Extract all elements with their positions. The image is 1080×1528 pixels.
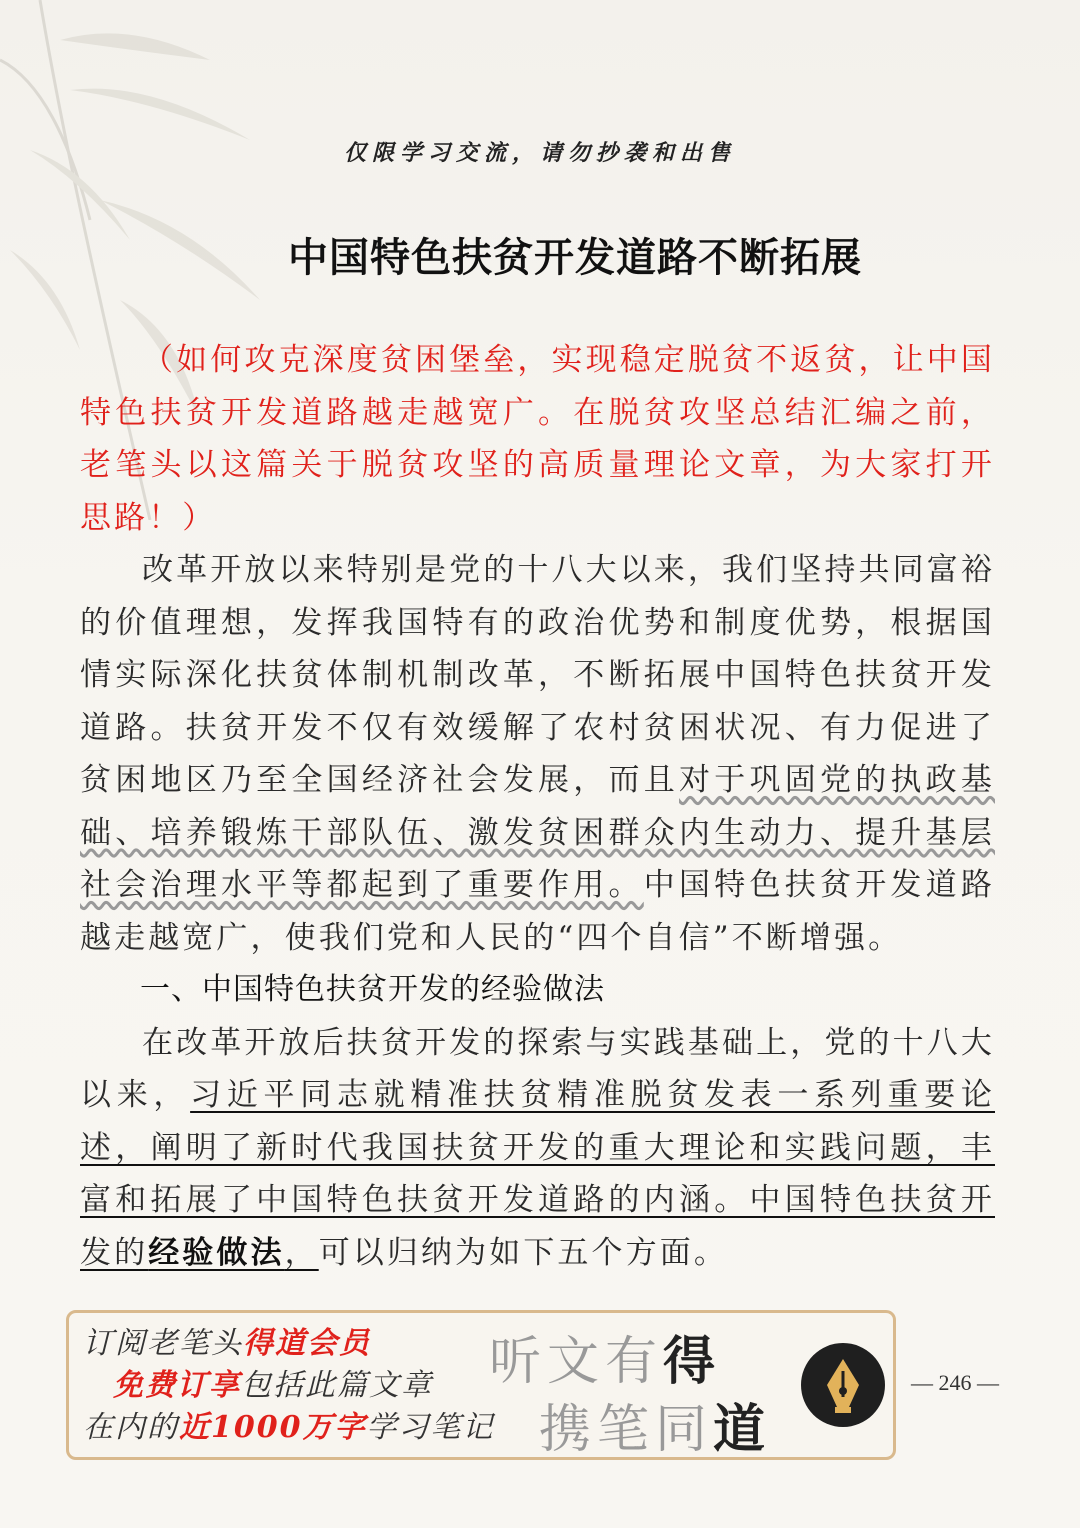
section-heading: 一、中国特色扶贫开发的经验做法	[140, 972, 605, 1007]
banner-line-3a: 在内的	[83, 1410, 179, 1445]
slogan-2b: 道	[713, 1399, 772, 1460]
intro-paragraph: （如何攻克深度贫困堡垒，实现稳定脱贫不返贫，让中国特色扶贫开发道路越走越宽广。在脱贫攻坚总结汇编之前，老笔头以这篇关于脱贫攻坚的高质量理论文章，为大家打开思路！）	[80, 342, 995, 536]
pen-nib-icon	[799, 1341, 887, 1429]
article-title: 中国特色扶贫开发道路不断拓展	[288, 235, 862, 281]
banner-line-2	[83, 1365, 523, 1407]
banner-line-1b: 得道会员	[243, 1326, 371, 1361]
banner-line-3	[83, 1407, 523, 1449]
p2-underlined-text: 习近平同志就精准扶贫精准脱贫发表一系列重要论述，阐明了新时代我国扶贫开发的重大理论和实践问题，丰富和拓展了中国特色扶贫开发道路的内涵。中国特色扶贫开发的	[80, 1077, 995, 1271]
banner-line-1a: 订阅老笔头	[83, 1326, 243, 1361]
banner-line-1	[83, 1323, 523, 1365]
banner-line-3c: 学习笔记	[366, 1410, 495, 1445]
slogan-2a: 携笔同	[539, 1400, 714, 1460]
banner-slogan-2	[539, 1387, 771, 1462]
p1-wavy-underline: 对于巩固党的执政基础、培养锻炼干部队伍、激发贫困群众内生动力、提升基层社会治理水平等都起到了重要作用。	[80, 762, 995, 903]
p1-text-c: 中国特色扶贫开发道路越走越宽广，使我们党和人民的“四个自信”不断增强。	[80, 867, 996, 956]
p2-comma: ，	[284, 1234, 319, 1271]
paragraph-1	[80, 544, 995, 964]
banner-line-2b: 包括此篇文章	[241, 1368, 433, 1403]
slogan-1a: 听文有	[489, 1332, 664, 1392]
banner-slogan-1	[489, 1319, 721, 1394]
page-number: — 246 —	[911, 1370, 999, 1395]
banner-line-3b: 近1000万字	[179, 1410, 367, 1445]
article-body	[80, 334, 995, 1279]
p2-bold-text: 经验做法	[148, 1234, 285, 1271]
paragraph-2	[80, 1017, 995, 1280]
p1-text-a: 改革开放以来特别是党的十八大以来，我们坚持共同富裕的价值理想，发挥我国特有的政治优势和制度优势，根据国情实际深化扶贫体制机制改革，不断拓展中国特色扶贫开发道路。扶贫开发不仅有效缓解了农村贫困状况、有力促进了贫困地区乃至全国经济社会发展，而且	[80, 552, 995, 798]
p2-text-e: 可以归纳为如下五个方面。	[318, 1234, 728, 1271]
slogan-1b: 得	[663, 1331, 722, 1392]
banner-text	[83, 1323, 523, 1449]
subscription-banner[interactable]	[66, 1310, 896, 1460]
p2-text-a: 在改革开放后扶贫开发的探索与实践基础上，党的十八大以来，	[80, 1024, 995, 1113]
banner-line-2a: 免费订享	[113, 1368, 241, 1403]
watermark-text: 仅限学习交流，请勿抄袭和出售	[343, 140, 736, 166]
